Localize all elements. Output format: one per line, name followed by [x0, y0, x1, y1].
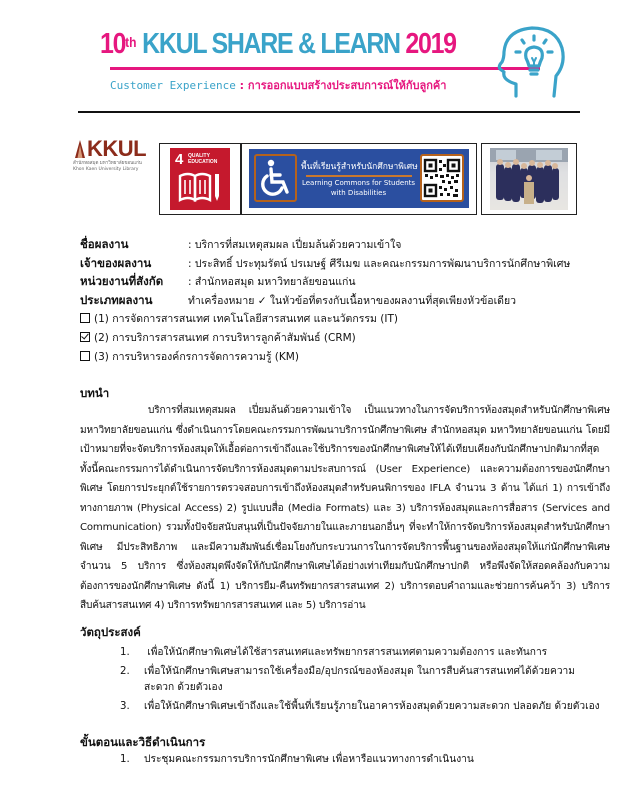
sdg-label	[188, 153, 217, 165]
option-it[interactable]	[80, 311, 398, 327]
sdg-label-line1: QUALITY	[188, 153, 210, 159]
info-label: หน่วยงานที่สังกัด	[80, 274, 164, 288]
objective-number: 2.	[120, 666, 130, 677]
checkbox-unchecked-icon[interactable]	[80, 351, 90, 361]
procedure-item	[120, 752, 474, 768]
sdg-frame	[159, 143, 241, 215]
sdg-4-badge	[170, 148, 230, 210]
objective-number: 3.	[120, 701, 130, 712]
learning-commons-divider	[306, 175, 412, 177]
kkul-logo-text: KKUL	[87, 136, 147, 161]
kkul-caption-en: Khon Kaen University Library	[73, 166, 139, 172]
info-value: : ประสิทธิ์ ประทุมรัตน์ ปรเมษฐ์ ศีรีเมฆ และคณะกรรมการพัฒนาบริการนักศึกษาพิเศษ	[188, 258, 571, 270]
learning-commons-title-en	[301, 179, 416, 198]
header-rule	[78, 111, 580, 113]
objective-text: เพื่อให้นักศึกษาพิเศษเข้าถึงและใช้พื้นที่เรียนรู้ภายในอาคารห้องสมุดด้วยความสะดวก ปลอดภัย ด้วยตัวเอง	[144, 701, 600, 712]
banner-divider	[110, 67, 540, 70]
kkul-logo	[73, 136, 153, 176]
type-instruction	[188, 295, 516, 307]
banner-subtitle-th: การออกแบบสร้างประสบการณ์ให้กับลูกค้า	[247, 79, 447, 92]
open-book-pencil-icon	[178, 170, 222, 204]
objectives-heading: วัตถุประสงค์	[80, 625, 141, 639]
objective-text: เพื่อให้นักศึกษาพิเศษได้ใช้สารสนเทศและทรัพยากรสารสนเทศตามความต้องการ และทันการ	[144, 647, 548, 658]
objective-text-continued: สะดวก ด้วยตัวเอง	[144, 682, 223, 693]
info-label: ชื่อผลงาน	[80, 237, 129, 251]
learning-commons-en-line2: with Disabilities	[330, 188, 387, 197]
procedure-heading: ขั้นตอนและวิธีดำเนินการ	[80, 735, 206, 749]
banner-subtitle	[110, 76, 446, 94]
type-instruction-pre: ทำเครื่องหมาย	[188, 295, 255, 307]
option-label: (1) การจัดการสารสนเทศ เทคโนโลยีสารสนเทศ และนวัตกรรม (IT)	[94, 313, 398, 325]
banner-subtitle-en: Customer Experience	[110, 79, 236, 92]
wheelchair-icon	[254, 154, 297, 202]
intro-paragraph	[80, 401, 610, 616]
info-label: เจ้าของผลงาน	[80, 256, 152, 270]
kkul-caption-th: สำนักหอสมุด มหาวิทยาลัยขอนแก่น	[73, 161, 142, 166]
learning-commons-frame	[241, 143, 477, 215]
kkul-logo-caption	[73, 161, 142, 172]
banner-year: 2019	[405, 28, 456, 60]
qr-code-icon[interactable]	[420, 154, 464, 202]
info-value: : บริการที่สมเหตุสมผล เปี่ยมล้นด้วยความเข้าใจ	[188, 239, 402, 251]
sdg-number: 4	[175, 151, 184, 168]
procedure-number: 1.	[120, 754, 130, 765]
type-instruction-post: ในหัวข้อที่ตรงกับเนื้อหาของผลงานที่สุดเพียงหัวข้อเดียว	[269, 295, 517, 307]
info-value: : สำนักหอสมุด มหาวิทยาลัยขอนแก่น	[188, 276, 356, 288]
info-row-type	[80, 292, 516, 309]
banner-event-name: KKUL SHARE & LEARN	[136, 28, 406, 60]
objective-item	[120, 645, 547, 661]
banner-edition: 10	[100, 28, 126, 60]
head-lightbulb-icon	[494, 22, 574, 100]
banner-edition-suffix: th	[125, 34, 137, 50]
checkbox-unchecked-icon[interactable]	[80, 313, 90, 323]
option-crm[interactable]	[80, 330, 356, 346]
sdg-label-line2: EDUCATION	[188, 159, 218, 165]
info-row-owner	[80, 255, 570, 272]
banner-title	[100, 28, 456, 60]
option-km[interactable]	[80, 349, 299, 365]
objective-item	[120, 664, 575, 696]
objective-text: เพื่อให้นักศึกษาพิเศษสามารถใช้เครื่องมือ/อุปกรณ์ของห้องสมุด ในการสืบค้นสารสนเทศได้ด้วยความ	[144, 666, 575, 677]
option-label: (3) การบริหารองค์กรการจัดการความรู้ (KM)	[94, 351, 299, 363]
info-label: ประเภทผลงาน	[80, 293, 153, 307]
kkul-temple-icon	[73, 140, 87, 160]
intro-body: บริการที่สมเหตุสมผล เปี่ยมล้นด้วยความเข้าใจ เป็นแนวทางในการจัดบริการห้องสมุดสำหรับนักศึกษาพิเศษ มหาวิทยาลัยขอนแก่น ซึ่งดำเนินการโดยคณะกรรมการพัฒนาบริการนักศึกษาพิเศษ สำนักหอสมุด มหาวิทยาลัยขอนแก่น โดยมีเป้าหมายที่จะจัดบริการห้องสมุดให้เอื้อต่อการเข้าถึงและใช้บริการของนักศึกษาพิเศษให้ได้เทียบเคียงกับนักศึกษาปกติมากที่สุด ทั้งนี้คณะกรรมการได้ดำเนินการจัดบริการห้องสมุดตามประสบการณ์ (User Experience) และความต้องการของนักศึกษาพิเศษ โดยการประยุกต์ใช้รายการตรวจสอบการเข้าถึงห้องสมุดสำหรับคนพิการของ IFLA จำนวน 3 ด้าน ได้แก่ 1) การเข้าถึงทางกายภาพ (Physical Access) 2) รูปแบบสื่อ (Media Formats) และ 3) บริการห้องสมุดและการสื่อสาร (Services and Communication) รวมทั้งปัจจัยสนับสนุนที่เป็นปัจจัยภายในและภายนอกอื่นๆ ที่จะทำให้การจัดบริการห้องสมุดสำหรับนักศึกษาพิเศษ มีประสิทธิภาพ และมีความสัมพันธ์เชื่อมโยงกับกระบวนการในการจัดบริการพื้นฐานของห้องสมุดให้แก่นักศึกษาพิเศษจำนวน 5 บริการ ซึ่งห้องสมุดพึงจัดให้กับนักศึกษาพิเศษได้อย่างเท่าเทียมกับนักศึกษาปกติ หรือพึงจัดให้สอดคล้องกับความต้องการของนักศึกษาพิเศษ ดังนี้ 1) บริการยืม-คืนทรัพยากรสารสนเทศ 2) บริการตอบคำถามและช่วยการค้นคว้า 3) บริการสืบค้นสารสนเทศ 4) บริการทรัพยากรสารสนเทศ และ 5) บริการอ่าน	[80, 405, 610, 611]
option-label: (2) การบริการสารสนเทศ การบริหารลูกค้าสัมพันธ์ (CRM)	[94, 332, 356, 344]
learning-commons-banner	[249, 149, 469, 208]
check-mark-icon: ✓	[257, 295, 267, 307]
procedure-text: ประชุมคณะกรรมการบริการนักศึกษาพิเศษ เพื่อหารือแนวทางการดำเนินงาน	[144, 754, 474, 765]
info-row-department	[80, 273, 356, 290]
learning-commons-en-line1: Learning Commons for Students	[301, 179, 416, 187]
group-photo	[490, 148, 568, 210]
intro-heading: บทนำ	[80, 386, 110, 400]
learning-commons-title-th: พื้นที่เรียนรู้สำหรับนักศึกษาพิเศษ	[301, 162, 418, 172]
photo-frame	[481, 143, 577, 215]
objective-number: 1.	[120, 647, 130, 658]
objective-item	[120, 699, 600, 715]
info-row-title	[80, 236, 401, 253]
banner-subtitle-separator: :	[235, 79, 248, 92]
checkbox-checked-icon[interactable]	[80, 332, 90, 342]
